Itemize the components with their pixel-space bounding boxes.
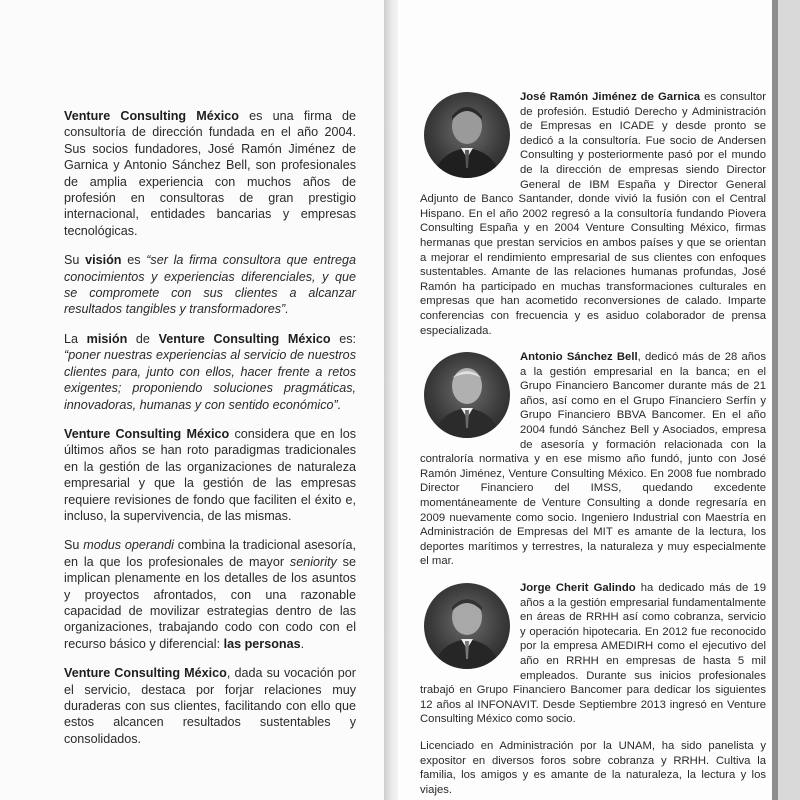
closing-paragraph: Licenciado en Administración por la UNAM, ha sido panelista y expositor en diversos foros sobre cobranza y RRHH. Cultiva la familia, los amigos y es amante de la naturaleza, la lectura y los viajes. (420, 739, 766, 796)
page-edge (772, 0, 778, 800)
modus-operandi-paragraph: Su modus operandi combina la tradicional asesoría, en la que los profesionales de mayor seniority se implican plenamente en los detalles de los asuntos y proyectos afrontados, con una razonable capacidad de movilizar estrategias dentro de las organizaciones, trabajando codo con codo con el recurso básico y diferencial: las personas. (64, 538, 356, 651)
bio-antonio: Antonio Sánchez Bell, dedicó más de 28 años a la gestión empresarial en la banca; en el Grupo Financiero Bancomer durante más de 21 años, así como en el Grupo Financiero Serfín y Grupo Financiero BBVA Bancomer. En el año 2004 fundó Sánchez Bell y Asociados, empresa de asesoría y formación relacionada con la contraloría normativa y en ese mismo año fundó, junto con José Ramón Jiménez, Venture Consulting México. En 2008 fue nombrado Director Financiero del IMSS, quedando excedente momentáneamente de Venture Consulting a donde regresaría en 2009 nuevamente como socio. Ingeniero Industrial con Maestría en Administración de Empresas del MIT es amante de la lectura, los deportes marítimos y terrestres, la naturaleza y muy especialmente el mar. (420, 351, 766, 568)
vision-paragraph: Su visión es “ser la firma consultora que entrega conocimientos y experiencias diferenciales, y que se compromete con sus clientes a alcanzar resultados tangibles y transformadores”. (64, 253, 356, 317)
bio-jorge: Jorge Cherit Galindo ha dedicado más de 19 años a la gestión empresarial fundamentalmente en áreas de RRHH así como cobranza, servicio y operación hipotecaria. En 2012 fue reconocido por la empresa AMEDIRH como el ejecutivo del año en RRHH en empresas de hasta 5 mil empleados. Durante sus inicios profesionales trabajó en Grupo Financiero Bancomer para dedicar los siguientes 12 años al INFONAVIT. Desde Septiembre 2013 ingresó en Venture Consulting México como socio. (420, 582, 766, 726)
portrait-photo (424, 583, 510, 669)
company-description (64, 108, 356, 760)
portrait-photo (424, 92, 510, 178)
mission-paragraph: La misión de Venture Consulting México es: “poner nuestras experiencias al servicio de nuestros clientes para, junto con ellos, hacer frente a retos exigentes; proponiendo soluciones pragmáticas, innovadoras, humanas y con sentido económico”. (64, 331, 356, 412)
partner-bios (420, 90, 766, 797)
partner-name: José Ramón Jiménez de Garnica (520, 91, 701, 103)
company-name: Venture Consulting México (64, 109, 239, 123)
partner-name: Antonio Sánchez Bell (520, 351, 638, 364)
paradigms-paragraph: Venture Consulting México considera que en los últimos años se han roto paradigmas tradicionales en la gestión de las organizaciones de naturaleza empresarial y que la gestión de las empresas requiere revisiones de fondo que faciliten el éxito e, incluso, la supervivencia, de las mismas. (64, 426, 356, 523)
intro-paragraph: Venture Consulting México es una firma de consultoría de dirección fundada en el año 2004. Sus socios fundadores, José Ramón Jiménez de Garnica y Antonio Sánchez Bell, son profesionales de amplia experiencia con muchos años de profesión en consultoras de gran prestigio internacional, entidades bancarias y empresas tecnológicas. (64, 109, 357, 238)
partner-name: Jorge Cherit Galindo (520, 582, 636, 594)
portrait-photo (424, 352, 510, 438)
service-paragraph: Venture Consulting México, dada su vocación por el servicio, destaca por forjar relaciones muy duraderas con sus clientes, facilitando con ello que estos alcancen resultados sustentables y consolidados. (64, 666, 357, 746)
page-gutter (384, 0, 398, 800)
bio-jose-ramon: José Ramón Jiménez de Garnica es consultor de profesión. Estudió Derecho y Administración de Empresas en ICADE y desde pronto se dedicó a la consultoría. Fue socio de Andersen Consulting y posteriormente pasó por el mundo de la dirección de empresas siendo Director General de IBM España y Director General Adjunto de Banco Santander, donde vivió la fusión con el Central Hispano. En el año 2002 regresó a la consultoría fundando Piovera Consulting España y en 2004 Venture Consulting México, firmas hermanas que prestan servicios en ambos países y que se orientan a mejorar el rendimiento empresarial de sus clientes con enfoques sustentables. Amante de las relaciones humanas profundas, José Ramón ha participado en muchas transformaciones culturales en empresas que han acometido reconversiones de calado. Imparte conferencias con frecuencia y es asiduo colaborador de prensa especializada. (420, 91, 766, 337)
